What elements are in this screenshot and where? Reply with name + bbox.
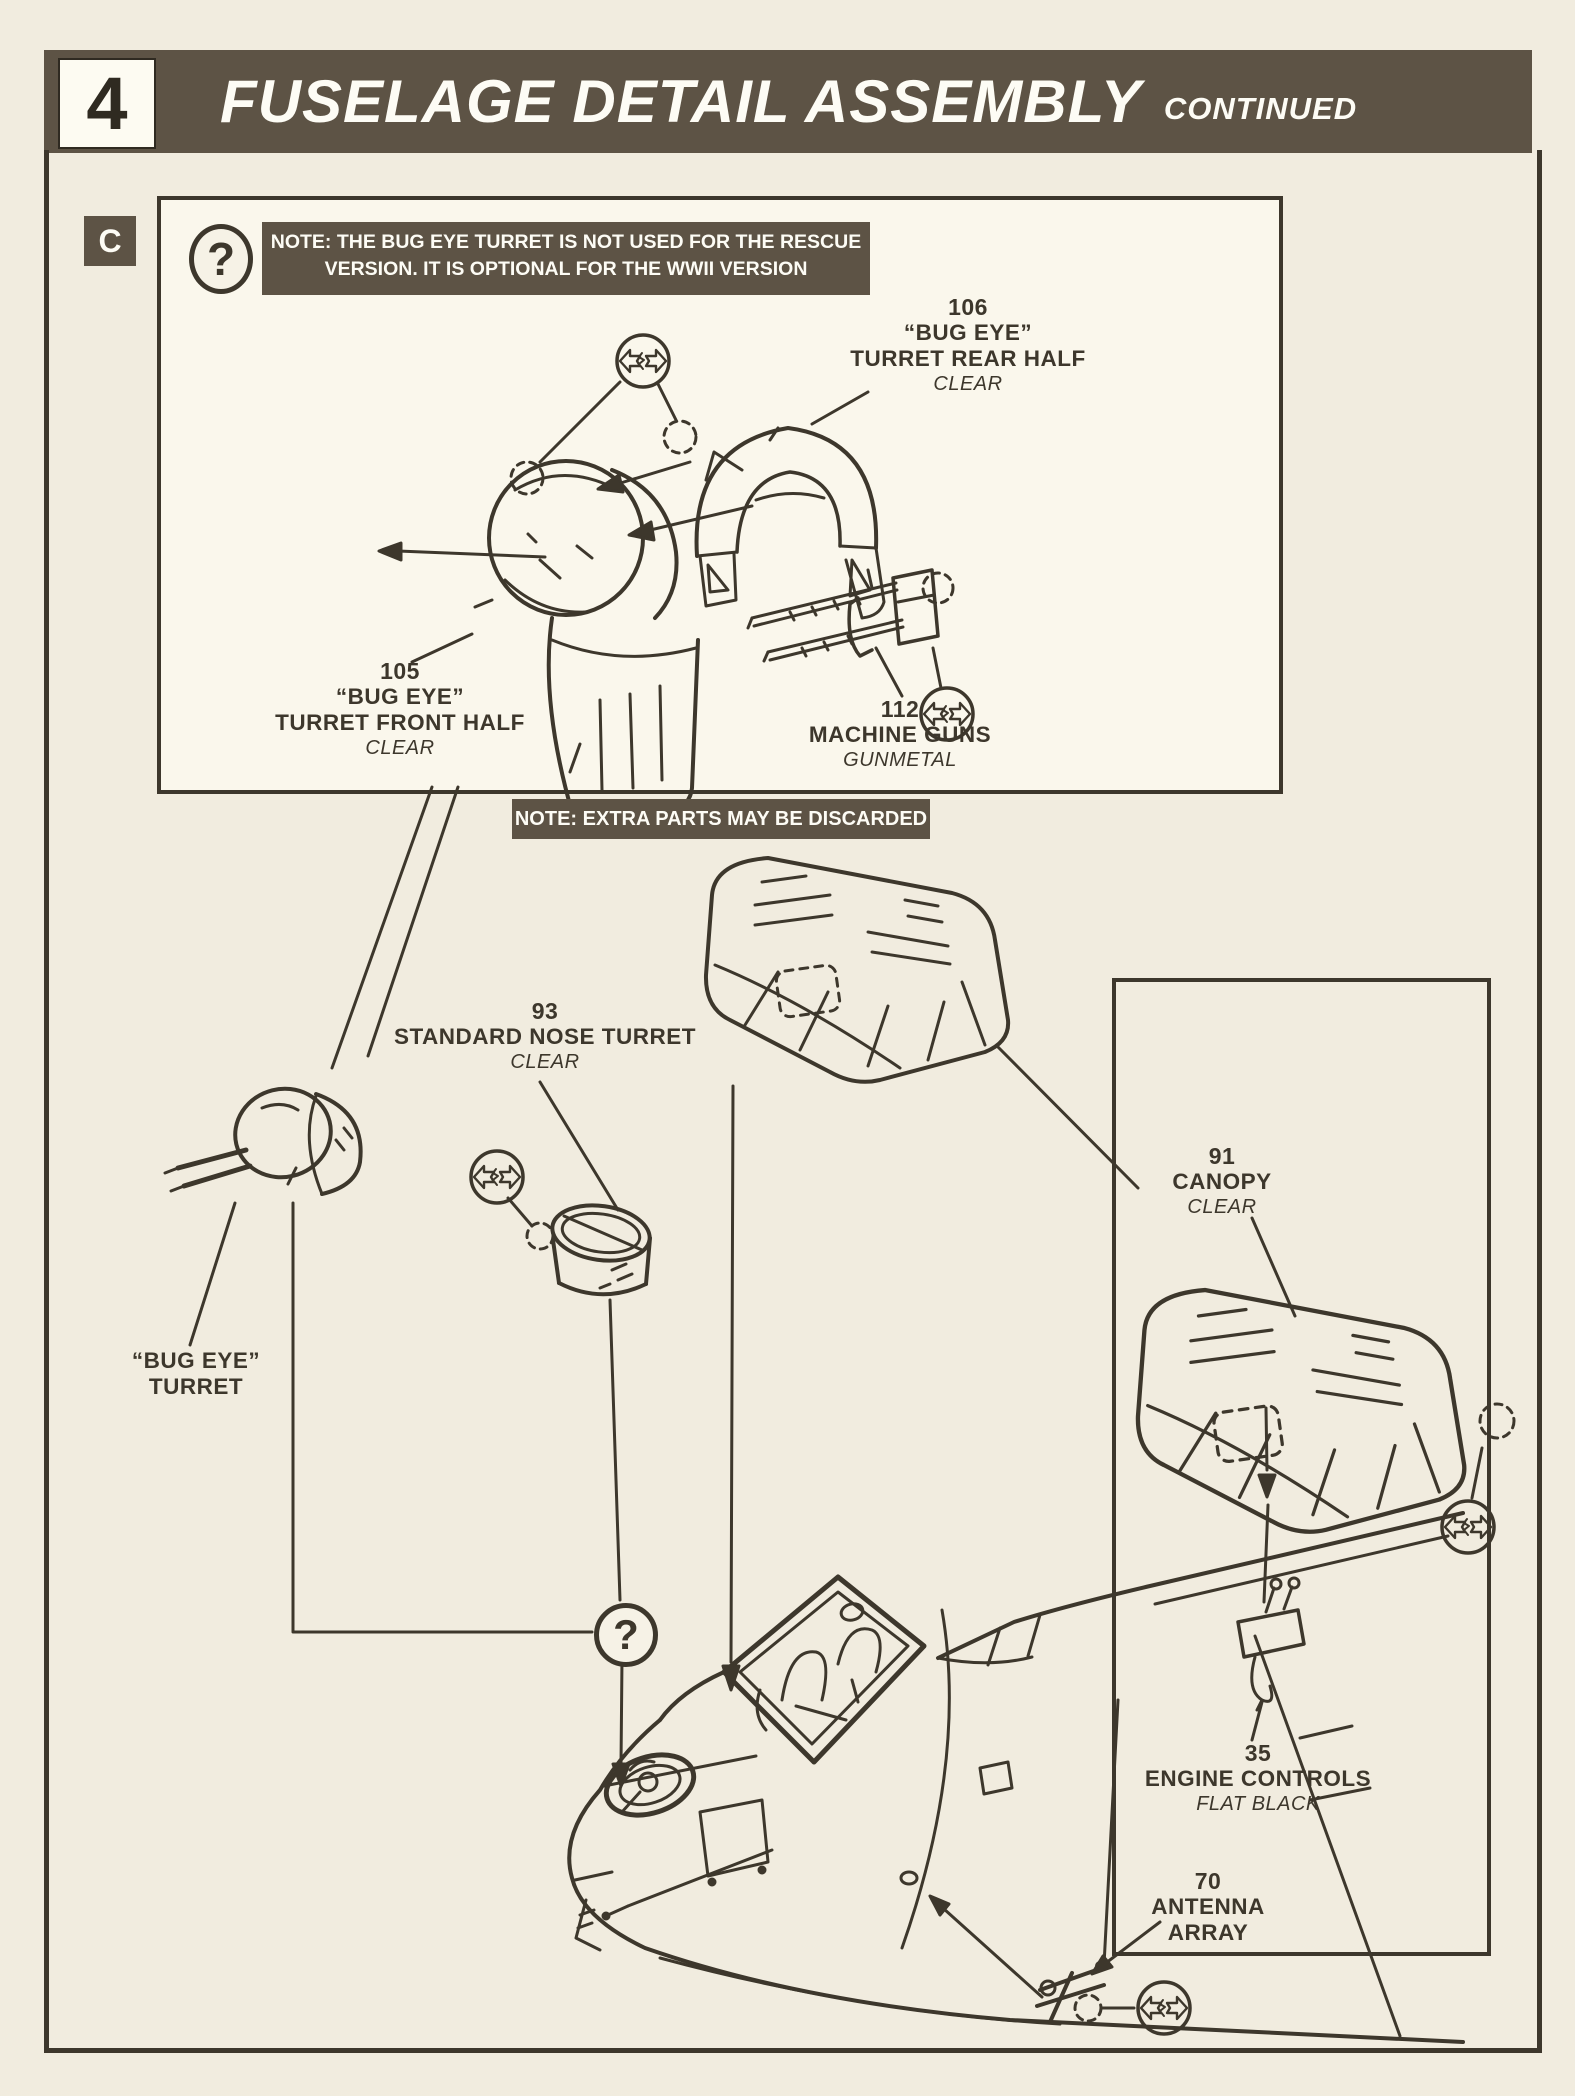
cement-icon: [1442, 1501, 1494, 1553]
part-name: TURRET FRONT HALF: [275, 710, 525, 735]
part-label-machine-guns: [760, 696, 1040, 773]
part-number: 70: [1194, 1868, 1222, 1894]
part-name: “BUG EYE”: [335, 684, 465, 709]
part-name: “BUG EYE”: [131, 1348, 261, 1373]
optional-choice-question-icon: [594, 1603, 658, 1667]
part-label-turret-rear-half: [828, 294, 1108, 397]
part-name: CANOPY: [1172, 1169, 1272, 1194]
antenna-array-drawing: [1037, 1963, 1134, 2023]
part-finish: CLEAR: [1187, 1196, 1257, 1218]
part-name: MACHINE GUNS: [808, 722, 992, 747]
part-name: ANTENNA: [1151, 1894, 1265, 1919]
part-finish: GUNMETAL: [843, 749, 957, 771]
note-line: VERSION. IT IS OPTIONAL FOR THE WWII VERSION: [324, 258, 808, 280]
part-label-standard-nose-turret: [375, 998, 715, 1075]
question-glyph: ?: [206, 233, 236, 285]
note-bug-eye-optional: [262, 222, 870, 295]
part-finish: FLAT BLACK: [1196, 1793, 1320, 1815]
page-title-continued: CONTINUED: [1163, 90, 1358, 126]
canopy-box-drawing: [1138, 1218, 1514, 1532]
part-number: 91: [1208, 1143, 1236, 1169]
part-label-canopy: [1122, 1143, 1322, 1220]
turret-rear-half-drawing: [697, 428, 884, 618]
part-finish: CLEAR: [365, 737, 435, 759]
cement-icon: [617, 335, 669, 387]
part-name: STANDARD NOSE TURRET: [393, 1024, 697, 1049]
note-extra-parts: [512, 799, 930, 839]
nose-turret-ring-drawing: [549, 1199, 654, 1294]
part-number: 112: [880, 696, 920, 722]
part-finish: CLEAR: [510, 1051, 580, 1073]
part-number: 105: [380, 658, 420, 684]
note-line: NOTE: EXTRA PARTS MAY BE DISCARDED: [514, 808, 928, 830]
part-name: TURRET REAR HALF: [850, 346, 1086, 371]
bug-eye-turret-drawing: [165, 1079, 361, 1194]
part-label-engine-controls: [1098, 1740, 1418, 1817]
part-finish: CLEAR: [933, 373, 1003, 395]
turret-leader-lines: [190, 1203, 592, 1632]
step-number: 4: [86, 62, 128, 145]
canopy-to-cockpit-line: [723, 1046, 1138, 1690]
part-name: “BUG EYE”: [903, 320, 1033, 345]
optional-part-question-icon: [189, 224, 253, 294]
turret-front-half-drawing: [475, 461, 698, 826]
panel-leader-lines: [412, 382, 941, 696]
note-line: NOTE: THE BUG EYE TURRET IS NOT USED FOR THE RESCUE: [270, 231, 862, 253]
question-glyph: ?: [613, 1611, 639, 1658]
canopy-top-drawing: [706, 858, 1008, 1082]
section-letter: C: [98, 222, 122, 259]
part-number: 35: [1244, 1740, 1272, 1766]
ring-leader-lines: [508, 1082, 629, 1786]
part-name: ARRAY: [1167, 1920, 1249, 1945]
part-name: TURRET: [148, 1374, 244, 1399]
cement-icon: [471, 1151, 523, 1203]
page-title: FUSELAGE DETAIL ASSEMBLY: [220, 68, 1142, 135]
part-label-antenna-array: [1118, 1868, 1298, 1946]
part-number: 106: [948, 294, 988, 320]
machine-guns-drawing: [748, 570, 938, 661]
part-number: 93: [531, 998, 559, 1024]
part-name: ENGINE CONTROLS: [1144, 1766, 1372, 1791]
part-label-bug-eye-turret: [96, 1348, 296, 1400]
part-label-turret-front-half: [260, 658, 540, 761]
